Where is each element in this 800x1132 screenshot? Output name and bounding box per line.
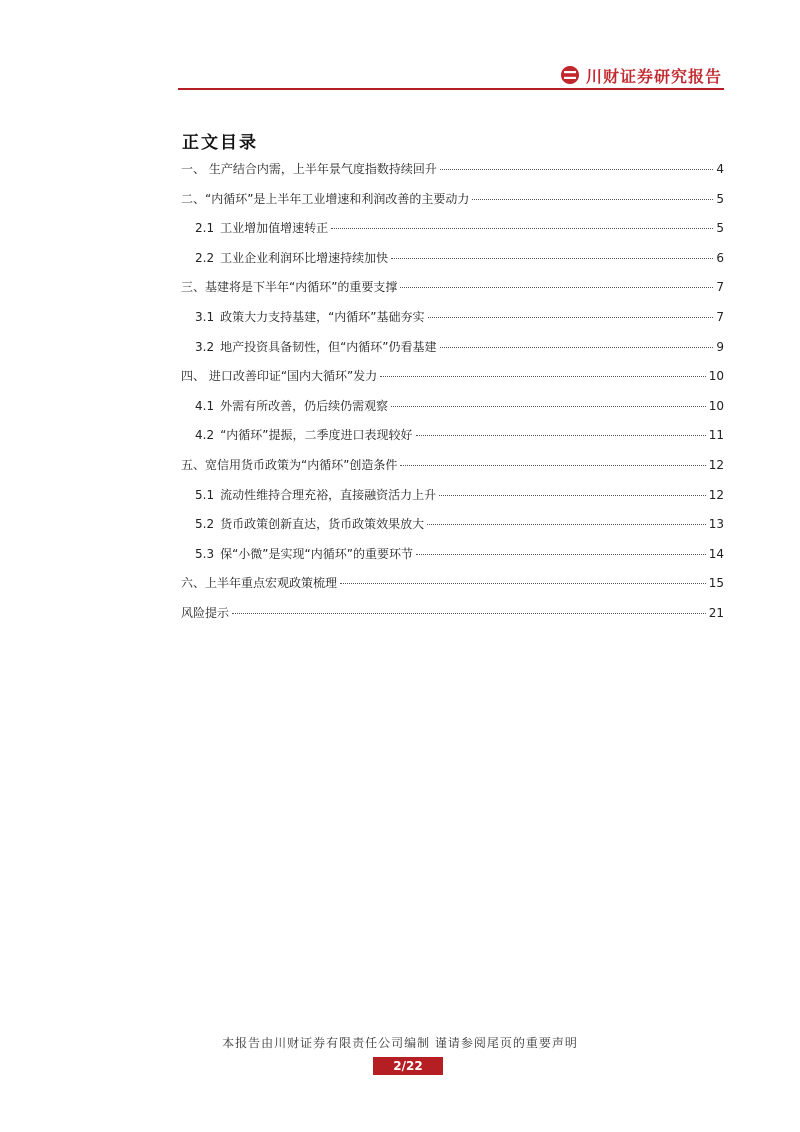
toc-page-number: 7 (716, 280, 724, 295)
page-indicator: 2/22 (373, 1057, 443, 1075)
toc-entry[interactable] (181, 160, 724, 190)
toc-entry-title: 外需有所改善，仍后续仍需观察 (220, 398, 389, 413)
toc-entry[interactable] (181, 367, 724, 397)
toc-entry-title: 四、 进口改善印证“国内大循环”发力 (181, 369, 378, 384)
toc-entry-number: 4.1 (195, 398, 215, 413)
toc-page-number: 12 (708, 457, 724, 472)
toc-entry[interactable] (181, 545, 724, 575)
toc-entry-number: 5.2 (195, 517, 215, 532)
toc-entry-number: 3.1 (195, 309, 215, 324)
toc-page-number: 10 (708, 369, 724, 384)
toc-entry-title: 地产投资具备韧性，但“内循环”仍看基建 (220, 339, 437, 354)
toc-entry-title: “内循环”提振，二季度进口表现较好 (220, 428, 413, 443)
header-brand (560, 62, 722, 88)
toc-entry-number: 2.1 (195, 221, 215, 236)
toc-entry-number: 5.1 (195, 487, 215, 502)
toc-entry-title: 六、上半年重点宏观政策梳理 (181, 576, 338, 591)
toc-entry-title: 货币政策创新直达，货币政策效果放大 (220, 517, 425, 532)
toc-dot-leader (416, 554, 706, 555)
toc-entry-title: 三、基建将是下半年“内循环”的重要支撑 (181, 280, 398, 295)
toc-entry[interactable] (181, 190, 724, 220)
toc-page-number: 7 (716, 309, 724, 324)
toc-entry[interactable] (181, 604, 724, 634)
toc-page-number: 4 (716, 162, 724, 176)
toc-dot-leader (331, 228, 713, 229)
toc-entry[interactable] (181, 219, 724, 249)
toc-entry-title: 政策大力支持基建，“内循环”基础夯实 (220, 309, 425, 324)
toc-dot-leader (440, 169, 714, 170)
toc-dot-leader (472, 199, 713, 200)
toc-dot-leader (380, 376, 705, 377)
toc-entry-title: 保“小微”是实现“内循环”的重要环节 (220, 546, 413, 561)
toc-dot-leader (416, 435, 706, 436)
toc-entry-title: 二、“内循环”是上半年工业增速和利润改善的主要动力 (181, 191, 470, 206)
toc-entry-number: 3.2 (195, 339, 215, 354)
toc-dot-leader (427, 524, 706, 525)
toc-entry[interactable] (181, 278, 724, 308)
header-rule (178, 88, 724, 90)
toc-dot-leader (439, 495, 706, 496)
toc-dot-leader (391, 406, 706, 407)
toc-title: 正文目录 (182, 133, 258, 153)
toc-entry[interactable] (181, 308, 724, 338)
toc-page-number: 14 (708, 546, 724, 561)
toc-entry-title: 工业增加值增速转正 (220, 221, 329, 236)
toc-entry[interactable] (181, 456, 724, 486)
toc-dot-leader (440, 347, 714, 348)
toc-entry[interactable] (181, 397, 724, 427)
toc-entry-title: 流动性维持合理充裕，直接融资活力上升 (220, 487, 437, 502)
toc-page-number: 13 (708, 517, 724, 532)
toc-entry-number: 5.3 (195, 546, 215, 561)
toc-entry[interactable] (181, 426, 724, 456)
toc-page-number: 12 (708, 487, 724, 502)
toc-page-number: 5 (716, 221, 724, 236)
toc-entry-title: 一、 生产结合内需，上半年景气度指数持续回升 (181, 162, 437, 176)
footer-disclaimer: 本报告由川财证券有限责任公司编制 谨请参阅尾页的重要声明 (222, 1036, 578, 1050)
toc-entry-title: 五、宽信用货币政策为“内循环”创造条件 (181, 457, 398, 472)
toc-page-number: 21 (708, 605, 724, 620)
toc-dot-leader (400, 287, 713, 288)
brand-name: 川财证券研究报告 (585, 66, 722, 86)
toc-dot-leader (428, 317, 714, 318)
toc-list (181, 160, 724, 634)
toc-entry[interactable] (181, 338, 724, 368)
toc-page-number: 15 (708, 576, 724, 591)
toc-entry[interactable] (181, 249, 724, 279)
toc-entry-title: 风险提示 (181, 605, 230, 620)
toc-entry[interactable] (181, 486, 724, 516)
toc-page-number: 10 (708, 398, 724, 413)
toc-dot-leader (400, 465, 705, 466)
toc-page-number: 6 (716, 250, 724, 265)
toc-dot-leader (391, 258, 713, 259)
toc-page-number: 9 (716, 339, 724, 354)
toc-page-number: 11 (708, 428, 724, 443)
company-logo-icon (560, 65, 580, 85)
toc-dot-leader (340, 583, 706, 584)
toc-entry-number: 4.2 (195, 428, 215, 443)
toc-entry[interactable] (181, 574, 724, 604)
toc-entry-title: 工业企业利润环比增速持续加快 (220, 250, 389, 265)
toc-page-number: 5 (716, 191, 724, 206)
toc-dot-leader (232, 613, 706, 614)
toc-entry-number: 2.2 (195, 250, 215, 265)
toc-entry[interactable] (181, 515, 724, 545)
